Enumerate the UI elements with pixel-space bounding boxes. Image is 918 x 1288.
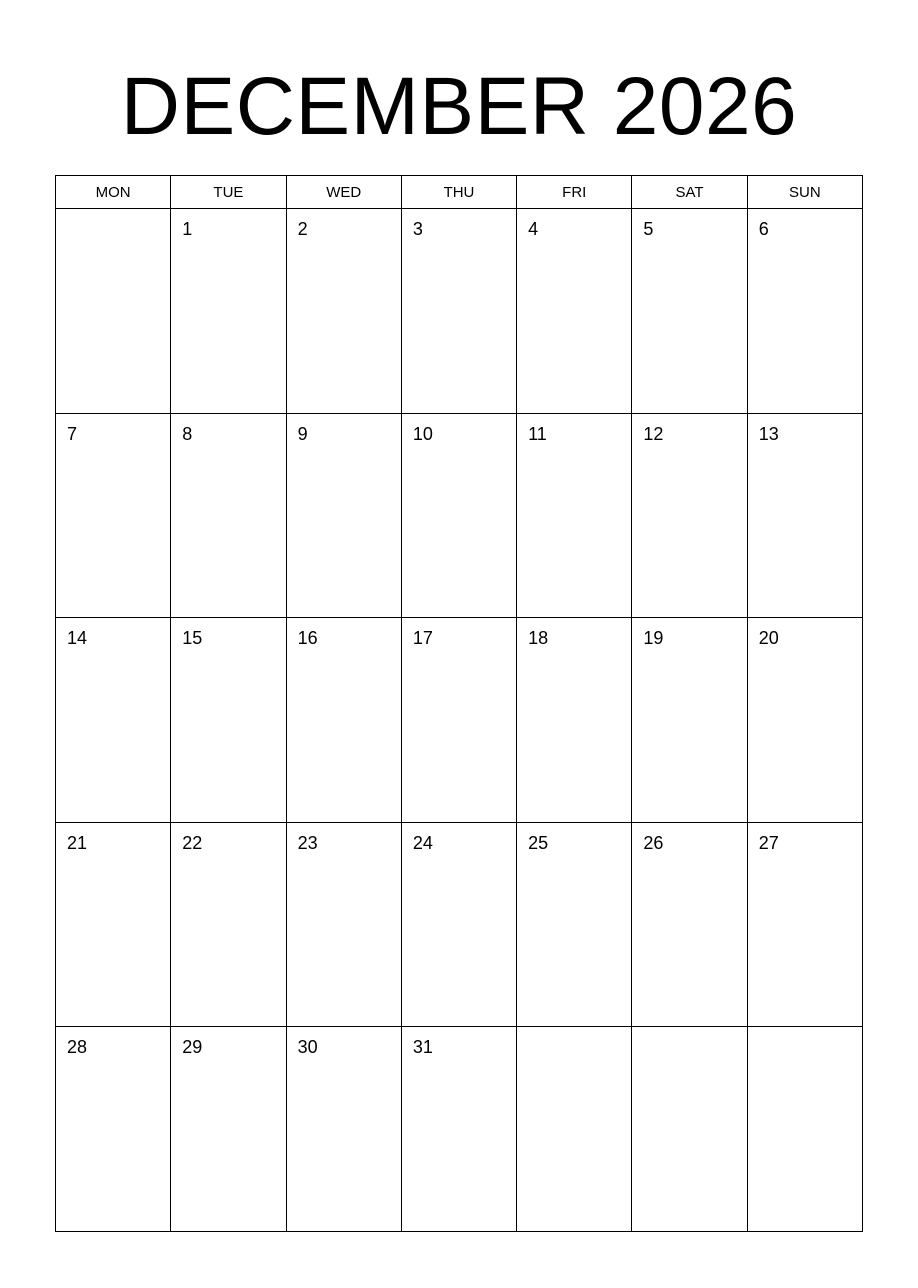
day-cell[interactable] — [632, 1027, 747, 1232]
day-cell[interactable] — [401, 209, 516, 414]
day-number: 17 — [412, 628, 433, 649]
day-number: 4 — [528, 219, 539, 239]
week-row — [56, 618, 863, 823]
week-row — [56, 1027, 863, 1232]
day-cell[interactable] — [517, 209, 632, 414]
day-cell[interactable] — [56, 413, 171, 618]
day-number: 22 — [182, 832, 203, 853]
day-cell[interactable] — [632, 618, 747, 823]
weekday-header-fri: FRI — [517, 176, 632, 209]
day-number: 28 — [67, 1037, 88, 1058]
day-number: 21 — [67, 832, 88, 853]
day-cell[interactable] — [747, 413, 862, 618]
day-number: 3 — [412, 219, 423, 239]
day-cell[interactable] — [56, 822, 171, 1027]
day-number — [56, 209, 170, 219]
day-cell[interactable] — [171, 822, 286, 1027]
calendar-grid — [55, 175, 863, 1232]
day-number: 10 — [412, 423, 433, 444]
day-cell[interactable] — [747, 209, 862, 414]
day-number: 31 — [412, 1037, 433, 1058]
day-number: 26 — [643, 832, 664, 853]
day-cell[interactable] — [517, 618, 632, 823]
weekday-header-sun: SUN — [747, 176, 862, 209]
day-cell[interactable] — [286, 822, 401, 1027]
day-number: 9 — [297, 423, 308, 444]
day-number: 24 — [412, 832, 433, 853]
week-row — [56, 413, 863, 618]
day-number: 30 — [297, 1037, 318, 1058]
day-number: 18 — [528, 628, 549, 649]
day-cell[interactable] — [401, 618, 516, 823]
day-number: 15 — [182, 628, 203, 649]
day-number: 12 — [643, 423, 664, 444]
day-number: 27 — [758, 832, 779, 853]
day-number — [632, 1027, 746, 1037]
day-cell[interactable] — [401, 822, 516, 1027]
day-number — [748, 1027, 862, 1037]
week-row — [56, 822, 863, 1027]
day-cell[interactable] — [171, 413, 286, 618]
weekday-header-thu: THU — [401, 176, 516, 209]
day-cell[interactable] — [171, 209, 286, 414]
day-cell[interactable] — [56, 209, 171, 414]
day-cell[interactable] — [747, 1027, 862, 1232]
day-number: 2 — [297, 219, 308, 239]
day-cell[interactable] — [747, 822, 862, 1027]
day-cell[interactable] — [632, 413, 747, 618]
day-number: 13 — [758, 423, 779, 444]
day-number: 6 — [758, 219, 769, 239]
weekday-header-tue: TUE — [171, 176, 286, 209]
day-cell[interactable] — [56, 1027, 171, 1232]
day-number: 14 — [67, 628, 88, 649]
day-number: 20 — [758, 628, 779, 649]
day-number — [517, 1027, 631, 1037]
day-number: 7 — [67, 423, 78, 444]
day-cell[interactable] — [56, 618, 171, 823]
weekday-header-mon: MON — [56, 176, 171, 209]
day-cell[interactable] — [171, 618, 286, 823]
day-number: 1 — [182, 219, 193, 239]
day-cell[interactable] — [517, 413, 632, 618]
weekday-header-row — [56, 176, 863, 209]
day-cell[interactable] — [171, 1027, 286, 1232]
day-cell[interactable] — [286, 209, 401, 414]
day-number: 25 — [528, 832, 549, 853]
weekday-header-wed: WED — [286, 176, 401, 209]
day-cell[interactable] — [286, 413, 401, 618]
day-number: 29 — [182, 1037, 203, 1058]
day-number: 16 — [297, 628, 318, 649]
day-cell[interactable] — [632, 209, 747, 414]
day-number: 19 — [643, 628, 664, 649]
day-number: 5 — [643, 219, 654, 239]
day-cell[interactable] — [401, 413, 516, 618]
day-number: 11 — [528, 423, 547, 444]
weekday-header-sat: SAT — [632, 176, 747, 209]
day-cell[interactable] — [632, 822, 747, 1027]
day-number: 8 — [182, 423, 193, 444]
day-cell[interactable] — [747, 618, 862, 823]
day-cell[interactable] — [286, 618, 401, 823]
day-cell[interactable] — [517, 822, 632, 1027]
week-row — [56, 209, 863, 414]
day-cell[interactable] — [401, 1027, 516, 1232]
day-cell[interactable] — [517, 1027, 632, 1232]
day-number: 23 — [297, 832, 318, 853]
calendar-title: DECEMBER 2026 — [120, 61, 798, 152]
day-cell[interactable] — [286, 1027, 401, 1232]
